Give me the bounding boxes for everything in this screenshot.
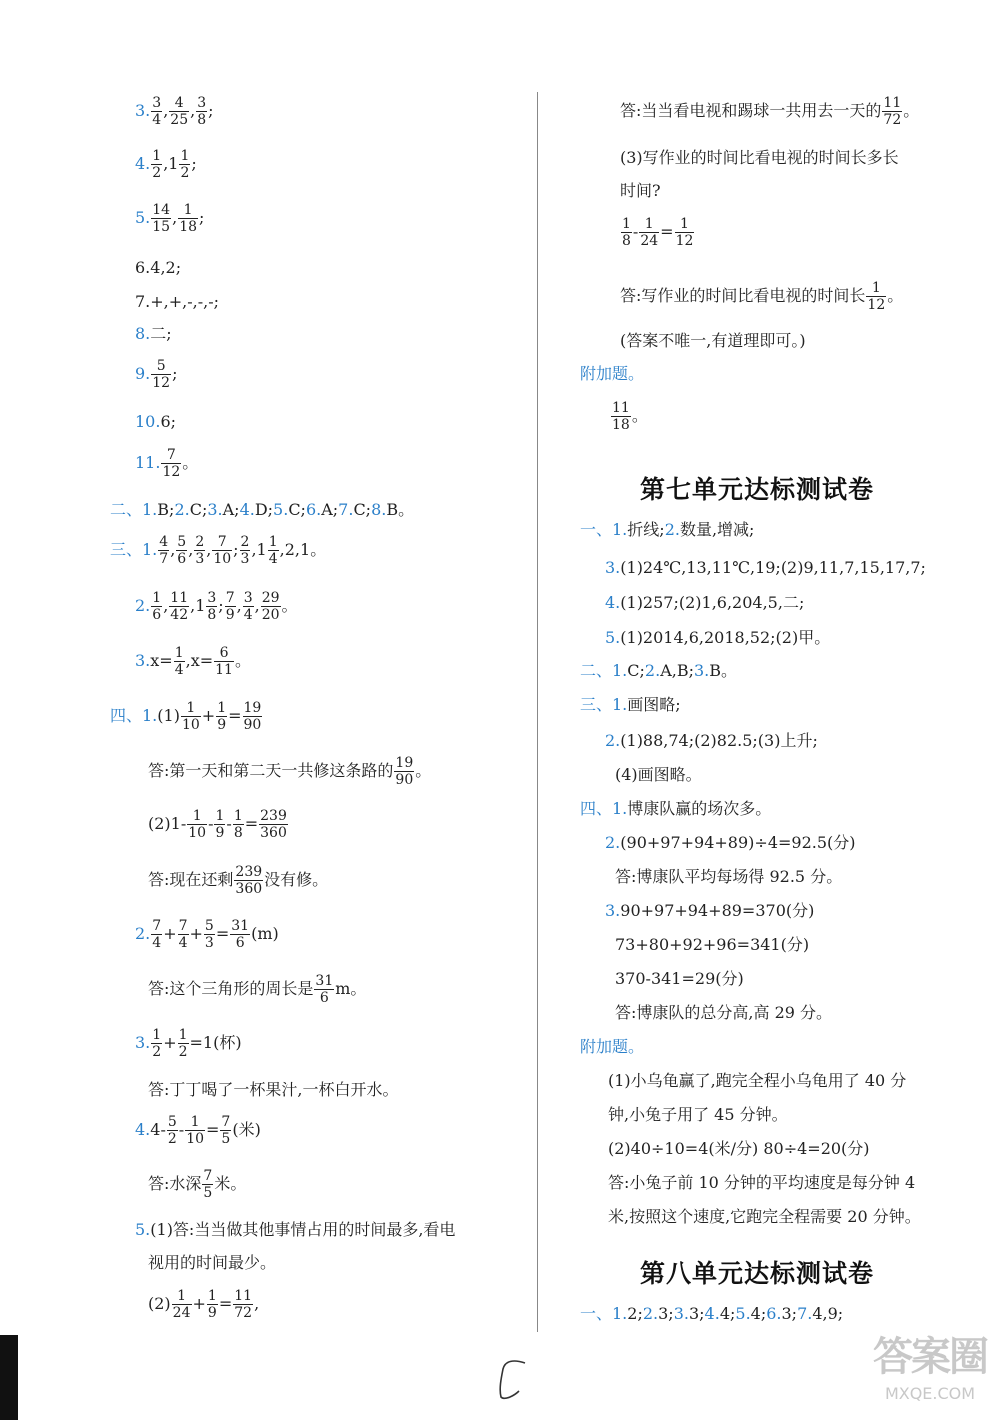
- fraction: $\frac{31}{6}$: [231, 918, 250, 952]
- fraction: $\frac{1}{6}$: [152, 590, 162, 624]
- fraction: $\frac{1}{24}$: [640, 216, 659, 250]
- fraction: $\frac{5}{2}$: [167, 1114, 177, 1148]
- answer-line: 3.x= $\frac{1}{4}$ ,x= $\frac{6}{11}$ 。: [135, 645, 251, 679]
- fraction: $\frac{11}{72}$: [234, 1288, 253, 1322]
- answer-line: 答:第一天和第二天一共修这条路的 $\frac{19}{90}$ 。: [148, 755, 432, 789]
- answer-line: (4)画图略。: [615, 765, 702, 784]
- answer-line: 3. $\frac{1}{2}$ + $\frac{1}{2}$ =1(杯): [135, 1027, 242, 1061]
- answer-line: 四、1.(1) $\frac{1}{10}$ + $\frac{1}{9}$ = $\frac{19}{90}$: [110, 700, 262, 734]
- fraction: $\frac{7}{4}$: [178, 918, 188, 952]
- fraction: $\frac{1}{9}$: [215, 808, 225, 842]
- answer-line: (2)1- $\frac{1}{10}$ - $\frac{1}{9}$ - $\frac{1}{8}$ = $\frac{239}{360}$: [148, 808, 287, 842]
- answer-line: 4.4- $\frac{5}{2}$ - $\frac{1}{10}$ = $\frac{7}{5}$ (米): [135, 1114, 261, 1148]
- fraction: $\frac{1}{10}$: [181, 700, 200, 734]
- fraction: $\frac{2}{3}$: [195, 534, 205, 568]
- fraction: $\frac{239}{360}$: [235, 864, 263, 898]
- answer-line: 9. $\frac{5}{12}$ ;: [135, 358, 178, 392]
- answer-line: 三、1.画图略;: [580, 695, 681, 714]
- answer-line: 5.(1)2014,6,2018,52;(2)甲。: [605, 628, 831, 647]
- answer-line: 2.(1)88,74;(2)82.5;(3)上升;: [605, 731, 818, 750]
- fraction: $\frac{6}{11}$: [215, 645, 233, 679]
- fraction: $\frac{5}{12}$: [152, 358, 171, 392]
- fraction: $\frac{3}{8}$: [207, 590, 217, 624]
- fraction: $\frac{1}{2}$: [180, 148, 190, 182]
- answer-line: 米,按照这个速度,它跑完全程需要 20 分钟。: [608, 1207, 921, 1226]
- answer-line: (1)小乌龟赢了,跑完全程小乌龟用了 40 分: [608, 1071, 907, 1090]
- answer-line: 3. $\frac{3}{4}$ , $\frac{4}{25}$ , $\frac{3}{8}$ ;: [135, 95, 214, 129]
- answer-line: 钟,小兔子用了 45 分钟。: [608, 1105, 788, 1124]
- fraction: $\frac{1}{9}$: [207, 1288, 217, 1322]
- answer-line: 一、1.2;2.3;3.3;4.4;5.4;6.3;7.4,9;: [580, 1304, 844, 1323]
- answer-line: 5. $\frac{14}{15}$ , $\frac{1}{18}$ ;: [135, 202, 205, 236]
- answer-line: 二、1.C;2.A,B;3.B。: [580, 661, 738, 680]
- fraction: $\frac{29}{20}$: [261, 590, 280, 624]
- answer-line: 四、1.博康队赢的场次多。: [580, 799, 772, 818]
- section-title: 第八单元达标测试卷: [640, 1259, 875, 1288]
- answer-line: 10.6;: [135, 412, 177, 431]
- fraction: $\frac{19}{90}$: [395, 755, 414, 789]
- answer-line: 答:水深 $\frac{7}{5}$ 米。: [148, 1168, 247, 1202]
- answer-line: 答:写作业的时间比看电视的时间长 $\frac{1}{12}$ 。: [620, 280, 904, 314]
- answer-line: 答:这个三角形的周长是 $\frac{31}{6}$ m。: [148, 973, 367, 1007]
- answer-line: 6.4,2;: [135, 258, 182, 277]
- answer-line: 4. $\frac{1}{2}$ ,1 $\frac{1}{2}$ ;: [135, 148, 197, 182]
- section-title: 第七单元达标测试卷: [640, 475, 875, 504]
- fraction: $\frac{1}{12}$: [675, 216, 694, 250]
- site-watermark: 答案圈 MXQE.COM: [873, 1334, 987, 1403]
- fraction: $\frac{1}{8}$: [622, 216, 631, 250]
- answer-line: 4.(1)257;(2)1,6,204,5,二;: [605, 593, 805, 612]
- fraction: $\frac{4}{25}$: [170, 95, 189, 129]
- answer-line: 7.+,+,-,-,-;: [135, 292, 220, 311]
- answer-line: 时间?: [620, 181, 661, 200]
- fraction: $\frac{31}{6}$: [315, 973, 334, 1007]
- fraction: $\frac{11}{18}$: [612, 400, 630, 434]
- fraction: $\frac{7}{9}$: [225, 590, 235, 624]
- fraction: $\frac{1}{8}$: [233, 808, 243, 842]
- answer-line: (答案不唯一,有道理即可。): [620, 331, 806, 350]
- answer-line: 2. $\frac{1}{6}$ , $\frac{11}{42}$ ,1 $\frac{3}{8}$ ; $\frac{7}{9}$ , $\frac{3}{4}$ , $\frac{29}{20}$ 。: [135, 590, 298, 624]
- answer-line: 73+80+92+96=341(分): [615, 935, 810, 954]
- fraction: $\frac{11}{72}$: [883, 95, 902, 129]
- answer-line: 三、1. $\frac{4}{7}$ , $\frac{5}{6}$ , $\frac{2}{3}$ , $\frac{7}{10}$ ; $\frac{2}{3}$ ,1 $\frac{1}{4}$ ,2,1。: [110, 534, 327, 568]
- answer-line: 370-341=29(分): [615, 969, 744, 988]
- fraction: $\frac{1}{2}$: [152, 148, 162, 182]
- fraction: $\frac{239}{360}$: [260, 808, 287, 842]
- fraction: $\frac{1}{2}$: [178, 1027, 188, 1061]
- answer-line: 11. $\frac{7}{12}$ 。: [135, 447, 199, 481]
- answer-line: 答:博康队平均每场得 92.5 分。: [615, 867, 843, 886]
- answer-line: 答:博康队的总分高,高 29 分。: [615, 1003, 833, 1022]
- fraction: $\frac{19}{90}$: [243, 700, 262, 734]
- answer-line: (3)写作业的时间比看电视的时间长多长: [620, 148, 899, 167]
- answer-line: 5.(1)答:当当做其他事情占用的时间最多,看电: [135, 1220, 456, 1239]
- fraction: $\frac{1}{4}$: [268, 534, 278, 568]
- answer-line: 答:当当看电视和踢球一共用去一天的 $\frac{11}{72}$ 。: [620, 95, 920, 129]
- answer-line: 2. $\frac{7}{4}$ + $\frac{7}{4}$ + $\frac{5}{3}$ = $\frac{31}{6}$ (m): [135, 918, 279, 952]
- column-divider: [537, 92, 538, 1332]
- answer-line: $\frac{11}{18}$ 。: [612, 400, 648, 434]
- fraction: $\frac{4}{7}$: [159, 534, 169, 568]
- fraction: $\frac{2}{3}$: [240, 534, 250, 568]
- fraction: $\frac{1}{4}$: [174, 645, 184, 679]
- fraction: $\frac{7}{10}$: [213, 534, 232, 568]
- section-label: 附加题。: [580, 1037, 645, 1056]
- answer-line: (2) $\frac{1}{24}$ + $\frac{1}{9}$ = $\frac{11}{72}$ ,: [148, 1288, 260, 1322]
- pen-scribble: [485, 1355, 545, 1405]
- answer-line: 一、1.折线;2.数量,增减;: [580, 520, 755, 539]
- answer-line: 视用的时间最少。: [148, 1253, 277, 1272]
- fraction: $\frac{7}{5}$: [221, 1114, 231, 1148]
- section-label: 附加题。: [580, 364, 645, 383]
- answer-line: 答:丁丁喝了一杯果汁,一杯白开水。: [148, 1080, 399, 1099]
- fraction: $\frac{1}{24}$: [172, 1288, 191, 1322]
- fraction: $\frac{1}{10}$: [186, 1114, 205, 1148]
- fraction: $\frac{7}{12}$: [162, 447, 181, 481]
- fraction: $\frac{3}{8}$: [197, 95, 207, 129]
- fraction: $\frac{5}{3}$: [204, 918, 214, 952]
- fraction: $\frac{7}{5}$: [203, 1168, 213, 1202]
- fraction: $\frac{3}{4}$: [152, 95, 162, 129]
- fraction: $\frac{1}{2}$: [152, 1027, 162, 1061]
- answer-line: 8.二;: [135, 324, 172, 343]
- answer-line: (2)40÷10=4(米/分) 80÷4=20(分): [608, 1139, 870, 1158]
- fraction: $\frac{3}{4}$: [243, 590, 253, 624]
- answer-line: $\frac{1}{8}$ - $\frac{1}{24}$ = $\frac{1}{12}$: [622, 216, 694, 250]
- answer-line: 2.(90+97+94+89)÷4=92.5(分): [605, 833, 856, 852]
- fraction: $\frac{7}{4}$: [152, 918, 162, 952]
- answer-line: 答:现在还剩 $\frac{239}{360}$ 没有修。: [148, 864, 329, 898]
- fraction: $\frac{1}{18}$: [179, 202, 198, 236]
- fraction: $\frac{1}{9}$: [217, 700, 227, 734]
- answer-line: 3.(1)24℃,13,11℃,19;(2)9,11,7,15,17,7;: [605, 558, 926, 577]
- fraction: $\frac{14}{15}$: [152, 202, 171, 236]
- fraction: $\frac{5}{6}$: [177, 534, 187, 568]
- page-edge-bar: [0, 1335, 18, 1420]
- answer-line: 二、1.B;2.C;3.A;4.D;5.C;6.A;7.C;8.B。: [110, 500, 415, 519]
- fraction: $\frac{11}{42}$: [170, 590, 189, 624]
- fraction: $\frac{1}{10}$: [188, 808, 207, 842]
- answer-line: 3.90+97+94+89=370(分): [605, 901, 815, 920]
- answer-line: 答:小兔子前 10 分钟的平均速度是每分钟 4: [608, 1173, 916, 1192]
- fraction: $\frac{1}{12}$: [867, 280, 886, 314]
